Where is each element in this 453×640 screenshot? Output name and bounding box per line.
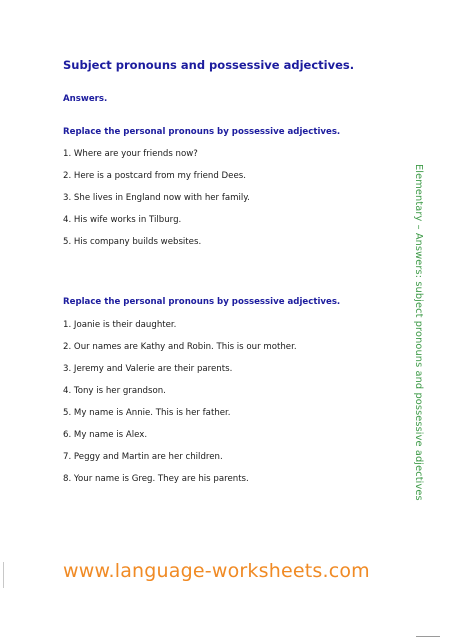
footer-url: www.language-worksheets.com [63,560,370,582]
section-1-item-3: 3. She lives in England now with her family. [63,193,250,203]
side-label: Elementary – Answers: subject pronouns and possessive adjectives [413,164,424,501]
section-2-item-6: 6. My name is Alex. [63,430,148,440]
section-1-heading: Replace the personal pronouns by possessive adjectives. [63,127,341,137]
left-margin-rule [3,562,4,588]
page-title: Subject pronouns and possessive adjectives. [63,58,355,72]
section-2-item-1: 1. Joanie is their daughter. [63,320,177,330]
section-1-item-1: 1. Where are your friends now? [63,149,198,159]
section-2-item-5: 5. My name is Annie. This is her father. [63,408,231,418]
section-1-item-2: 2. Here is a postcard from my friend Dees. [63,171,246,181]
section-2-item-3: 3. Jeremy and Valerie are their parents. [63,364,233,374]
section-2-item-4: 4. Tony is her grandson. [63,386,166,396]
bottom-corner-rule [416,636,440,637]
section-1-item-5: 5. His company builds websites. [63,237,202,247]
section-2-heading: Replace the personal pronouns by possessive adjectives. [63,297,341,307]
section-2-item-7: 7. Peggy and Martin are her children. [63,452,223,462]
answers-label: Answers. [63,94,108,104]
section-2-item-8: 8. Your name is Greg. They are his parents. [63,474,249,484]
section-1-item-4: 4. His wife works in Tilburg. [63,215,182,225]
section-2-item-2: 2. Our names are Kathy and Robin. This is our mother. [63,342,297,352]
